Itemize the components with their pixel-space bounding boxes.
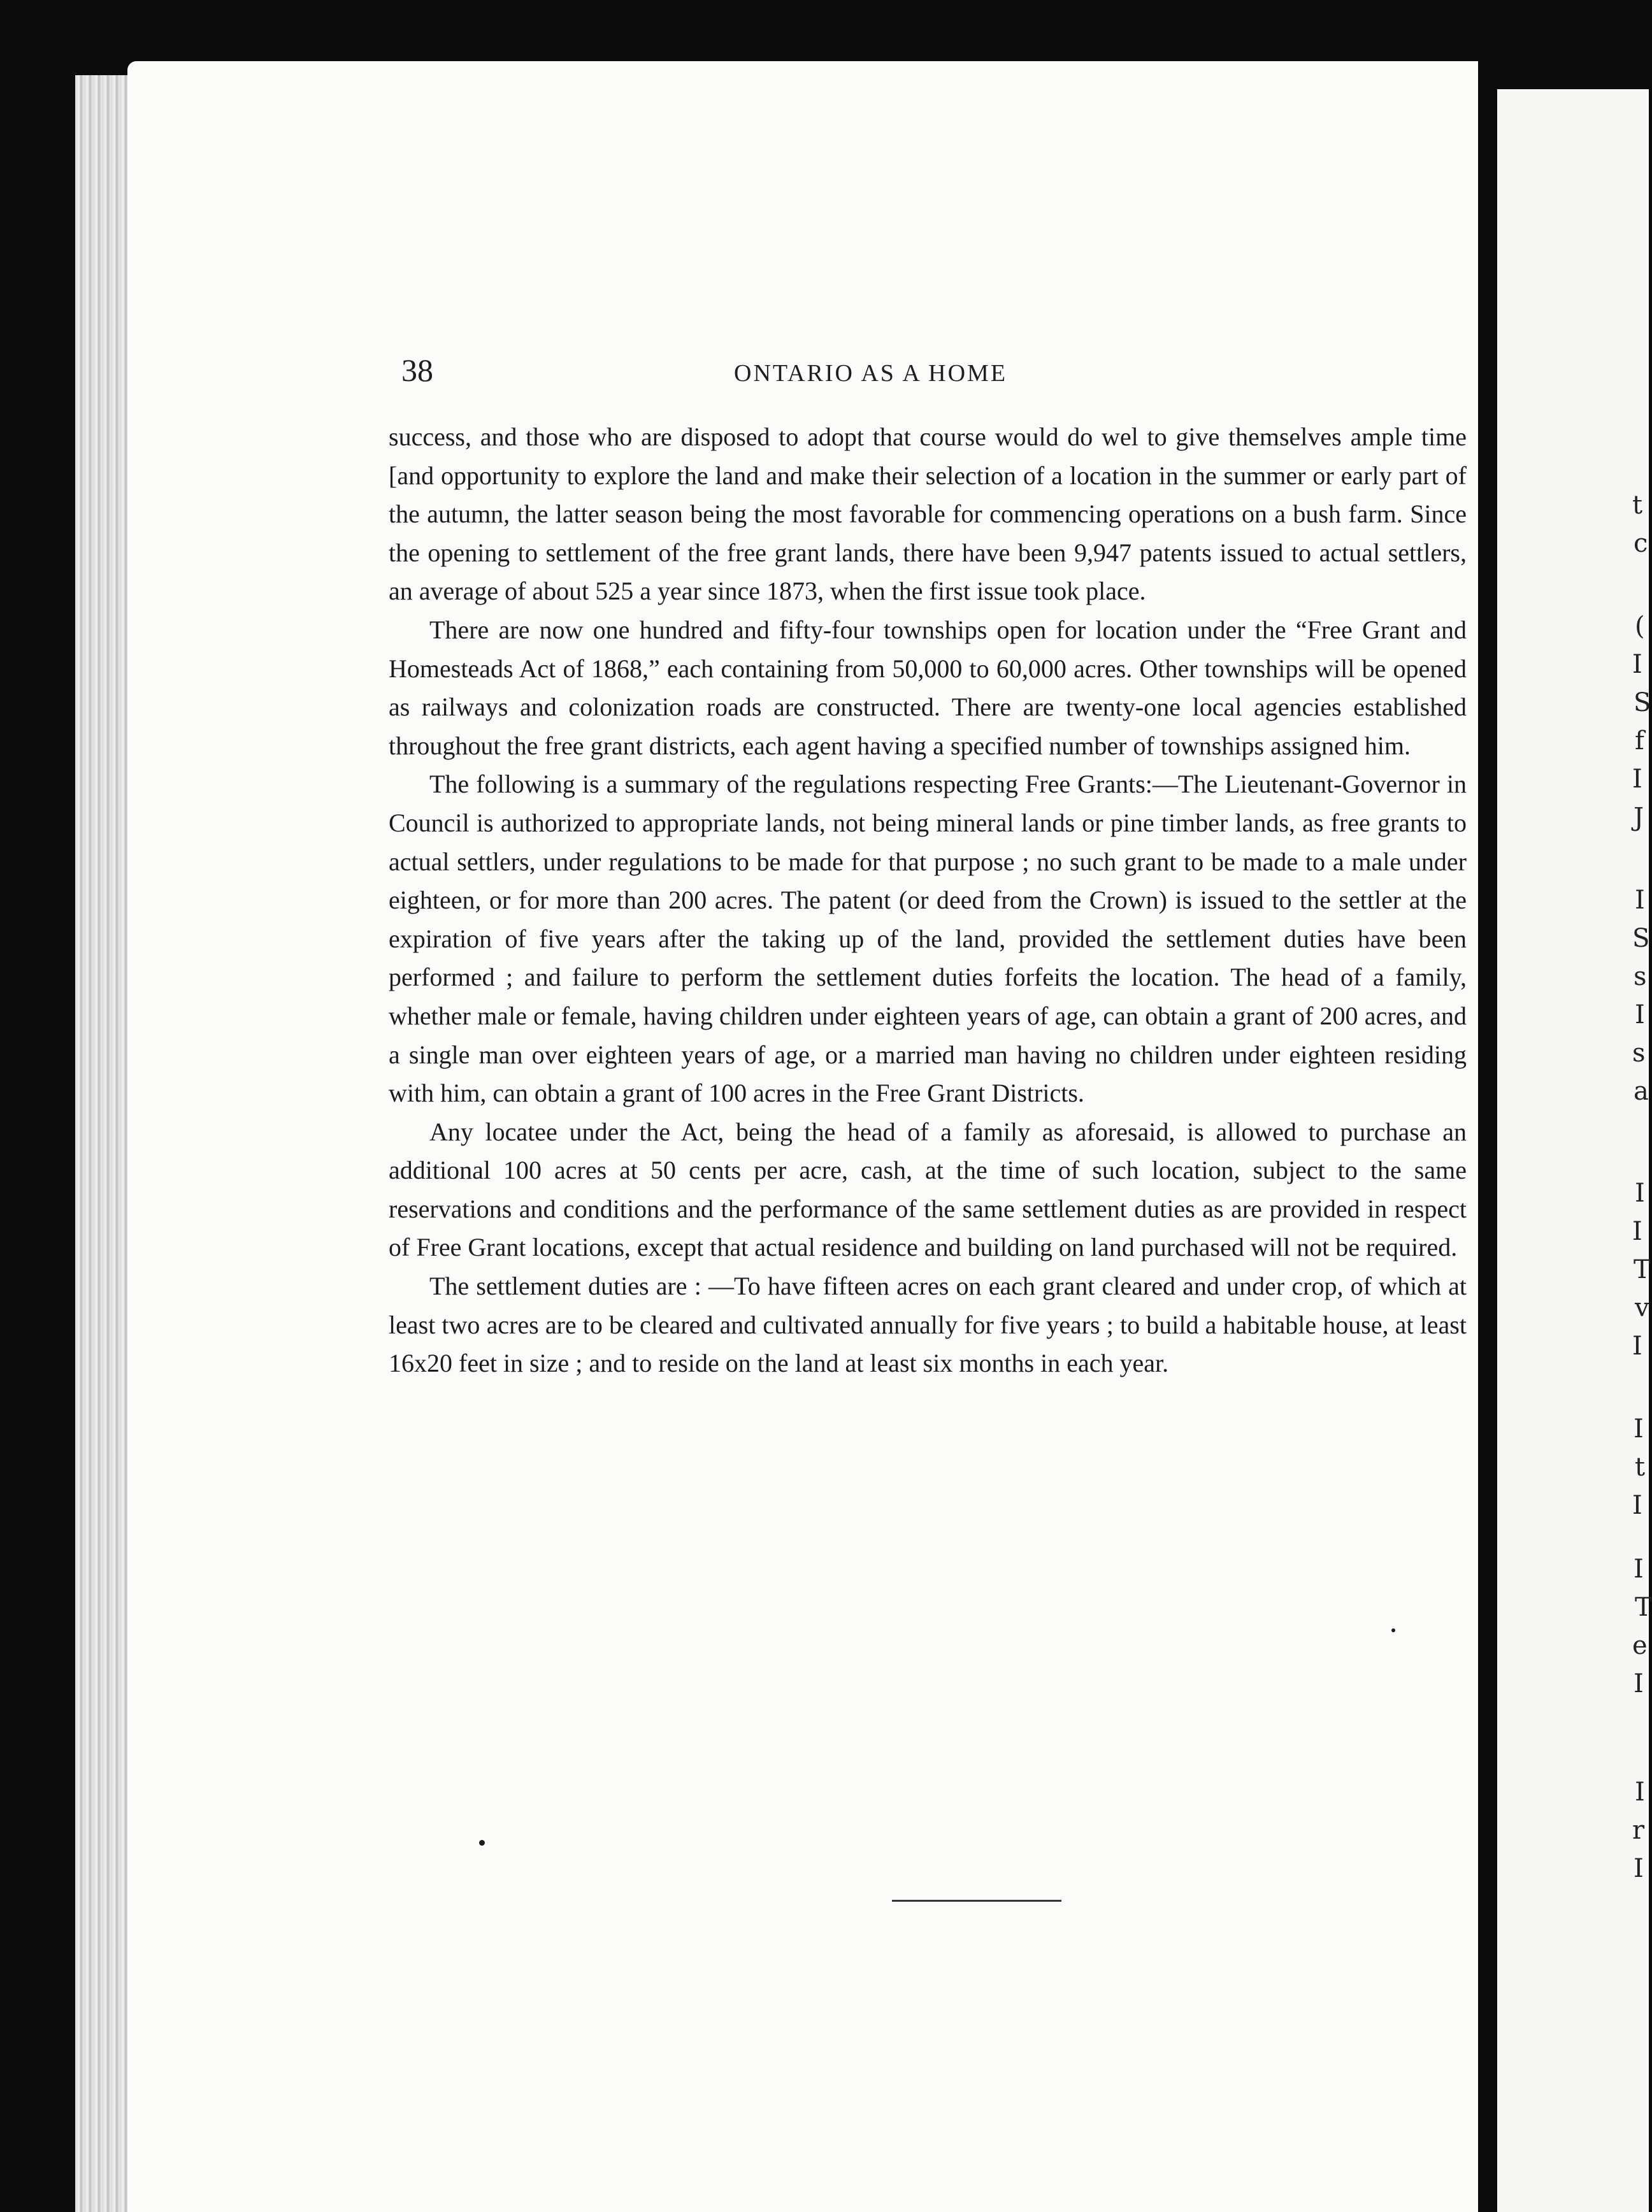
adjacent-page-letter: T [1635,1593,1652,1622]
body-text [389,418,1467,1383]
paragraph-3: The following is a summary of the regulations respecting Free Grants:—The Lieutenant-Governor in Council is authorized to appropriate lands, not being mineral lands or pine timber lands, as free grants to actual settlers, under regulations to be made for that purpose ; no such grant to be made to a male under eighteen, or for more than 200 acres. The patent (or deed from the Crown) is issued to the settler at the expiration of five years after the taking up of the land, provided the settlement duties have been performed ; and failure to perform the settlement duties forfeits the location. The head of a family, whether male or female, having children under eighteen years of age, can obtain a grant of 200 acres, and a single man over eighteen years of age, or a married man having no children under eighteen residing with him, can obtain a grant of 100 acres in the Free Grant Districts. [389,770,1467,1108]
adjacent-page-letter: I [1635,1179,1645,1208]
book-page [127,61,1478,2212]
adjacent-page-letter: s [1632,1038,1646,1068]
adjacent-page-letter: I [1634,1414,1644,1444]
adjacent-page-letter: T [1634,1255,1651,1284]
adjacent-page-letter: r [1632,1816,1645,1845]
adjacent-page-letter: ( [1635,612,1645,641]
ink-speck [479,1840,485,1846]
adjacent-page-letter: I [1634,1854,1644,1883]
adjacent-page-letter: f [1635,726,1644,756]
page-header [127,352,1478,394]
adjacent-page-letter: J [1634,803,1644,832]
adjacent-page-letter: I [1635,1000,1645,1030]
end-rule [892,1900,1061,1902]
paragraph-1: success, and those who are disposed to adopt that course would do wel to give themselves ample time [and opportunity to explore the land and make their selection of a location in the summer or early part of the autumn, the latter season being the most favorable for commencing operations on a bush farm. Since the opening to settlement of the free grant lands, there have been 9,947 patents issued to actual settlers, an average of about 525 a year since 1873, when the first issue took place. [389,422,1467,606]
adjacent-page-letter: I [1632,1332,1642,1361]
adjacent-page-letter: I [1632,1217,1642,1246]
adjacent-page-letter: S [1634,688,1651,717]
adjacent-page-letter: c [1634,529,1648,558]
paragraph-5: The settlement duties are : —To have fifteen acres on each grant cleared and under crop, of which at least two acres are to be cleared and cultivated annually for five years ; to build a habitable house, at least 16x20 feet in size ; and to reside on the land at least six months in each year. [389,1272,1467,1378]
adjacent-page-letter: e [1632,1631,1648,1660]
adjacent-page-letter: I [1635,886,1645,915]
adjacent-page-letter: t [1632,491,1643,520]
adjacent-page-letter: I [1635,1778,1645,1807]
adjacent-page-letter: I [1632,1491,1642,1520]
adjacent-page-letter: I [1632,650,1642,679]
ink-speck [1391,1628,1395,1632]
page-number: 38 [401,352,433,388]
adjacent-page [1497,89,1649,2212]
adjacent-page-letter: I [1634,1669,1644,1698]
adjacent-page-letter: I [1634,1555,1644,1584]
adjacent-page-letter: s [1634,962,1647,991]
paragraph-4: Any locatee under the Act, being the head of a family as aforesaid, is allowed to purchase an additional 100 acres at 50 cents per acre, cash, at the time of such location, subject to the same reservations and conditions and the performance of the same settlement duties as are provided in respect of Free Grant locations, except that actual residence and building on land purchased will not be required. [389,1117,1467,1262]
running-head: ONTARIO AS A HOME [734,360,1008,387]
adjacent-page-letter: t [1635,1453,1646,1482]
paragraph-2: There are now one hundred and fifty-four townships open for location under the “Free Grant and Homesteads Act of 1868,” each containing from 50,000 to 60,000 acres. Other townships will be opened as railways and colonization roads are constructed. There are twenty-one local agencies established throughout the free grant districts, each agent having a specified number of townships assigned him. [389,615,1467,760]
adjacent-page-letter: I [1632,765,1642,794]
adjacent-page-letter: v [1635,1293,1649,1323]
adjacent-page-letter: S [1632,924,1650,953]
adjacent-page-letter: a [1634,1077,1649,1106]
